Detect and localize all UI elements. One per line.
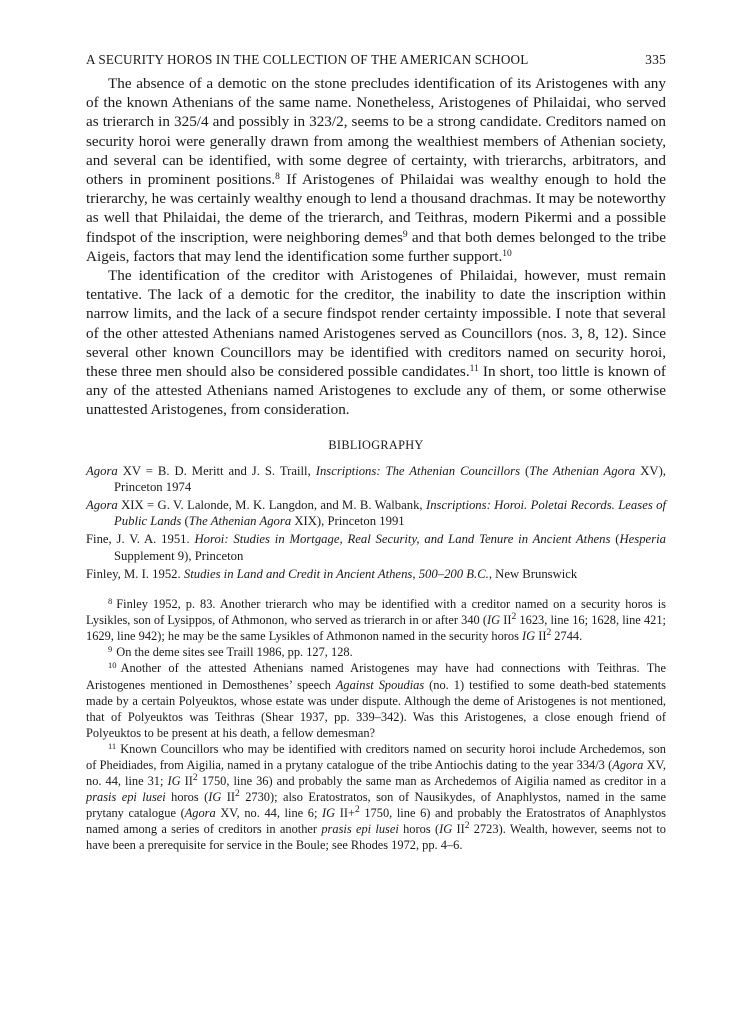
bib3-paren: (: [610, 532, 620, 547]
running-header: [86, 52, 666, 74]
footnote-ref-8[interactable]: 8: [275, 172, 280, 183]
fn11-text-i: II+: [335, 806, 355, 821]
paper-page: [86, 52, 666, 854]
bib2-pub: XIX), Princeton 1991: [291, 514, 405, 529]
page-number: 335: [645, 52, 666, 67]
footnote-ref-9[interactable]: 9: [402, 229, 408, 240]
fn8-sup-1: 2: [511, 612, 517, 623]
fn11-ig-2: IG: [208, 790, 222, 805]
fn11-agora-1: Agora: [612, 758, 644, 773]
bib4-title: Studies in Land and Credit in Ancient Athens, 500–200 B.C.: [183, 566, 489, 581]
bib-entry-agora-xix: [86, 497, 666, 529]
fn11-sup-1: 2: [192, 773, 198, 784]
fn10-text-b: (no. 1) testified to some death-bed statements made by a certain Polyeuktos, whose estate was under dispute. Although the deme of Aristogenes is not mentioned, that of Polyeuktos was Teithras (Shear 1937, pp. 339–342). Was this Aristogenes, a close enough friend of Polyeuktos to be present at his death, a fellow demesman?: [86, 677, 666, 740]
fn11-text-f: II: [221, 790, 236, 805]
fn11-ig-1: IG: [167, 774, 181, 789]
footnote-9-number: 9: [108, 644, 113, 655]
p2-text-a: The identification of the creditor with Aristogenes of Philaidai, however, must remain tentative. The lack of a demotic for the creditor, the inability to date the inscription within narrow limits, and the lack of a secure findspot render certainty impossible. I note that several of the other attested Athenians named Aristogenes served as Councillors (nos. 3, 8, 12). Since several other known Councillors may be identified with creditors named on security horoi, these three men should also be considered possible candidates.: [86, 267, 666, 381]
bib-entry-agora-xv: [86, 463, 666, 495]
fn11-text-l: II: [452, 822, 465, 837]
footnote-ref-11[interactable]: 11: [469, 364, 479, 375]
bib4-pub: , New Brunswick: [488, 566, 578, 581]
bibliography-heading: BIBLIOGRAPHY: [328, 437, 424, 452]
fn11-text-d: 1750, line 36) and probably the same man as Archedemos of Aigilia named as creditor in a: [197, 774, 667, 789]
bib1-title: Inscriptions: The Athenian Councillors: [315, 463, 521, 478]
bib2-series: Agora: [86, 498, 118, 513]
bib-entry-fine: [86, 531, 666, 563]
fn11-text-a: Known Councillors who may be identified with creditors named on security horoi include Archedemos, son of Pheidiades, from Aigilia, named in a prytany catalogue of the tribe Antiochis dating to the year 334/3 (: [86, 741, 666, 773]
fn8-ig-2: IG: [522, 629, 536, 644]
bib1-paren: (: [520, 463, 530, 478]
fn10-text-a: Another of the attested Athenians named Aristogenes may have had connections with Teithras. The Aristogenes mentioned in Demosthenes’ speech: [86, 661, 666, 692]
fn9-text: On the deme sites see Traill 1986, pp. 127, 128.: [116, 645, 353, 660]
fn11-text-c: II: [180, 774, 193, 789]
fn8-text-d: II: [535, 629, 547, 644]
fn11-text-b: XV, no. 44, line 31;: [86, 758, 666, 789]
fn11-sup-3: 2: [354, 805, 360, 816]
running-title: A SECURITY HOROS IN THE COLLECTION OF THE AMERICAN SCHOOL: [86, 52, 529, 67]
p1-text-b: If Aristogenes of Philaidai was wealthy enough to hold the trierarchy, he was certainly wealthy enough to lend a thousand drachmas. It may be noteworthy as well that Philaidai, the deme of the trierarch, and Teithras, modern Pikermi and a possible findspot of the inscription, were neighboring demes: [86, 171, 667, 246]
bib2-paren: (: [181, 514, 189, 529]
fn11-text-g: 2730); also Eratostratos, son of Nausikydes, of Anaphlystos, named in the same prytany catalogue (: [86, 790, 666, 821]
fn11-agora-2: Agora: [184, 806, 216, 821]
fn11-text-j: 1750, line 6) and probably the Eratostratos of Anaphlystos named among a series of creditors in another: [86, 806, 666, 837]
fn11-prasis-2: prasis epi lusei: [321, 822, 399, 837]
fn11-text-k: horos (: [398, 822, 440, 837]
bib3-title: Horoi: Studies in Mortgage, Real Security, and Land Tenure in Ancient Athens: [194, 532, 611, 547]
fn8-ig-1: IG: [487, 613, 501, 628]
fn11-sup-2: 2: [235, 789, 240, 800]
p1-text-a: The absence of a demotic on the stone precludes identification of its Aristogenes with any of the known Athenians of the same name. Nonetheless, Aristogenes of Philaidai, who served as trierarch in 325/4 and possibly in 323/2, seems to be a strong candidate. Creditors named on security horoi were generally drawn from among the wealthiest members of Athenian society, and several can be identified, with some degree of certainty, with trierarchs, arbitrators, and others in prominent positions.: [86, 75, 666, 189]
p2-text-b: In short, too little is known of any of the attested Athenians named Aristogenes to exclude any of them, or some otherwise unattested Aristogenes, from consideration.: [86, 363, 666, 419]
bib1-series: Agora: [86, 463, 118, 478]
bib1-pub: XV), Princeton 1974: [114, 463, 666, 494]
bib1-authors: XV = B. D. Meritt and J. S. Traill,: [117, 463, 316, 478]
footnote-11: [86, 741, 666, 854]
bib2-authors: XIX = G. V. Lalonde, M. K. Langdon, and M. B. Walbank,: [117, 498, 426, 513]
bib-entry-finley: [86, 566, 666, 582]
fn11-prasis-1: prasis epi lusei: [86, 790, 166, 805]
fn11-sup-4: 2: [464, 821, 470, 832]
bib1-series-title: The Athenian Agora: [529, 463, 636, 478]
footnote-ref-10[interactable]: 10: [502, 248, 512, 259]
bib3-author: Fine, J. V. A. 1951.: [86, 532, 195, 547]
fn10-speech-title: Against Spoudias: [335, 677, 425, 692]
footnote-10-number: 10: [108, 660, 117, 671]
fn11-text-e: horos (: [165, 790, 209, 805]
fn8-text-b: II: [500, 613, 512, 628]
bib4-author: Finley, M. I. 1952.: [86, 566, 184, 581]
fn11-ig-3: IG: [322, 806, 336, 821]
fn8-sup-2: 2: [546, 628, 552, 639]
footnote-8: [86, 596, 666, 644]
bib3-pub: Supplement 9), Princeton: [114, 548, 244, 563]
p1-text-c: and that both demes belonged to the tribe Aigeis, factors that may lend the identification some further support.: [86, 228, 666, 265]
fn8-text-e: 2744.: [551, 629, 583, 644]
footnotes: [86, 596, 666, 854]
fn11-text-m: 2723). Wealth, however, seems not to have been a prerequisite for service in the Boule; see Rhodes 1972, pp. 4–6.: [86, 822, 666, 853]
footnote-10: [86, 660, 666, 740]
footnote-11-number: 11: [108, 740, 117, 751]
fn11-ig-4: IG: [439, 822, 453, 837]
footnote-9: [86, 644, 666, 660]
bib3-journal: Hesperia: [619, 532, 666, 547]
footnote-8-number: 8: [108, 596, 113, 607]
fn8-text-c: 1623, line 16; 1628, line 421; 1629, line 942); he may be the same Lysikles of Athmonon named in the security horos: [86, 613, 666, 644]
paragraph-2: [86, 266, 666, 420]
paragraph-1: [86, 74, 666, 266]
bib2-series-title: The Athenian Agora: [188, 514, 292, 529]
fn11-text-h: XV, no. 44, line 6;: [215, 806, 323, 821]
fn8-text-a: Finley 1952, p. 83. Another trierarch who may be identified with a creditor named on a security horos is Lysikles, son of Lysippos, of Athmonon, who served as trierarch in or after 340 (: [86, 597, 666, 628]
bib2-title: Inscriptions: Horoi. Poletai Records. Leases of Public Lands: [114, 498, 667, 529]
